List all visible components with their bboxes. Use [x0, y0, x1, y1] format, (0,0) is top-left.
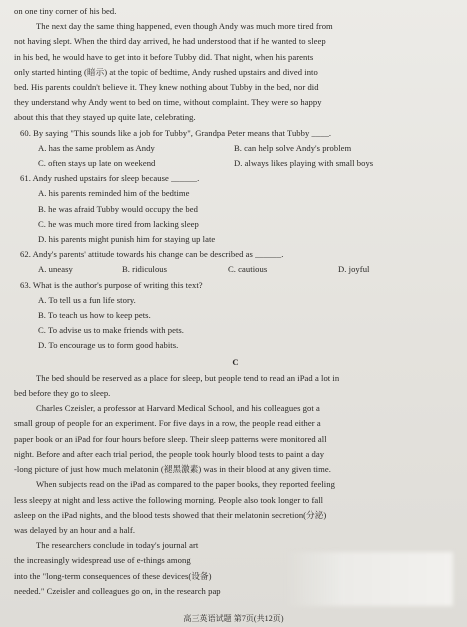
passage-line: they understand why Andy went to bed on time, without complaint. They were so happy	[14, 97, 322, 108]
option-row	[14, 141, 457, 156]
option-a: A. his parents reminded him of the bedtime	[38, 188, 190, 199]
passage-line: Charles Czeisler, a professor at Harvard Medical School, and his colleagues got a	[36, 403, 320, 414]
passage-line: into the "long-term consequences of these devices(设备)	[14, 570, 212, 581]
passage-line: bed before they go to sleep.	[14, 388, 111, 399]
option-row	[14, 156, 457, 171]
passage-line: When subjects read on the iPad as compared to the paper books, they reported feeling	[36, 479, 335, 490]
passage-line: the increasingly widespread use of e-things among	[14, 555, 191, 566]
passage-line: asleep on the iPad nights, and the blood tests showed that their melatonin secretion(分泌)	[14, 509, 327, 520]
passage-line: bed. His parents couldn't believe it. They knew nothing about Tubby in the bed, nor did	[14, 82, 319, 93]
option-c: C. he was much more tired from lacking sleep	[38, 218, 199, 229]
option-b: B. ridiculous	[122, 264, 168, 275]
option-a: A. To tell us a fun life story.	[38, 294, 136, 305]
option-c: C. often stays up late on weekend	[38, 158, 156, 169]
question-60	[14, 126, 457, 172]
question-63	[14, 278, 457, 354]
question-62	[14, 247, 457, 277]
question-stem: 63. What is the author's purpose of writing this text?	[20, 279, 203, 290]
option-c: C. cautious	[228, 264, 268, 275]
passage-line: about this that they stayed up quite late, celebrating.	[14, 112, 196, 123]
passage-line: small group of people for an experiment. For five days in a row, the people read either a	[14, 418, 321, 429]
passage-line: -long picture of just how much melatonin (褪黑激素) was in their blood at any given time.	[14, 464, 331, 475]
option-a: A. uneasy	[38, 264, 73, 275]
option-a: A. has the same problem as Andy	[38, 142, 155, 153]
question-stem: 60. By saying "This sounds like a job for Tubby", Grandpa Peter means that Tubby ____.	[20, 127, 332, 138]
passage-line: in his bed, he would have to get into it before Tubby did. That night, when his parents	[14, 51, 314, 62]
passage-line: was delayed by an hour and a half.	[14, 524, 136, 535]
option-d: D. To encourage us to form good habits.	[38, 340, 179, 351]
passage-line: paper book or an iPad for four hours before sleep. Their sleep patterns were monitored all	[14, 433, 327, 444]
passage-line: only started hinting (暗示) at the topic of bedtime, Andy rushed upstairs and dived into	[14, 66, 318, 77]
passage-line: night. Before and after each trial period, the people took hourly blood tests to paint a day	[14, 448, 325, 459]
option-b: B. To teach us how to keep pets.	[38, 310, 151, 321]
passage-line: on one tiny corner of his bed.	[14, 6, 117, 16]
option-b: B. can help solve Andy's problem	[234, 142, 352, 153]
option-d: D. always likes playing with small boys	[234, 158, 374, 169]
passage-line: The next day the same thing happened, even though Andy was much more tired from	[36, 21, 333, 32]
passage-line: The bed should be reserved as a place for sleep, but people tend to read an iPad a lot in	[36, 372, 340, 383]
question-stem: 62. Andy's parents' attitude towards his change can be described as ______.	[20, 249, 284, 260]
option-c: C. To advise us to make friends with pets.	[38, 325, 184, 336]
page-footer: 高三英语试题 第7页(共12页)	[183, 614, 284, 623]
passage-line: needed." Czeisler and colleagues go on, in the research pap	[14, 585, 221, 596]
option-row	[14, 262, 457, 277]
question-61	[14, 171, 457, 247]
passage-b	[14, 4, 457, 126]
passage-line: not having slept. When the third day arrived, he had understood that if he wanted to sleep	[14, 36, 326, 47]
blurred-region	[285, 552, 453, 606]
option-d: D. his parents might punish him for staying up late	[38, 234, 216, 245]
passage-line: less sleepy at night and less active the following morning. People also took longer to fall	[14, 494, 324, 505]
question-stem: 61. Andy rushed upstairs for sleep because ______.	[20, 173, 200, 184]
option-b: B. he was afraid Tubby would occupy the bed	[38, 203, 198, 214]
section-heading: C	[232, 356, 239, 367]
passage-line: The researchers conclude in today's journal art	[36, 540, 199, 551]
option-d: D. joyful	[338, 264, 370, 275]
